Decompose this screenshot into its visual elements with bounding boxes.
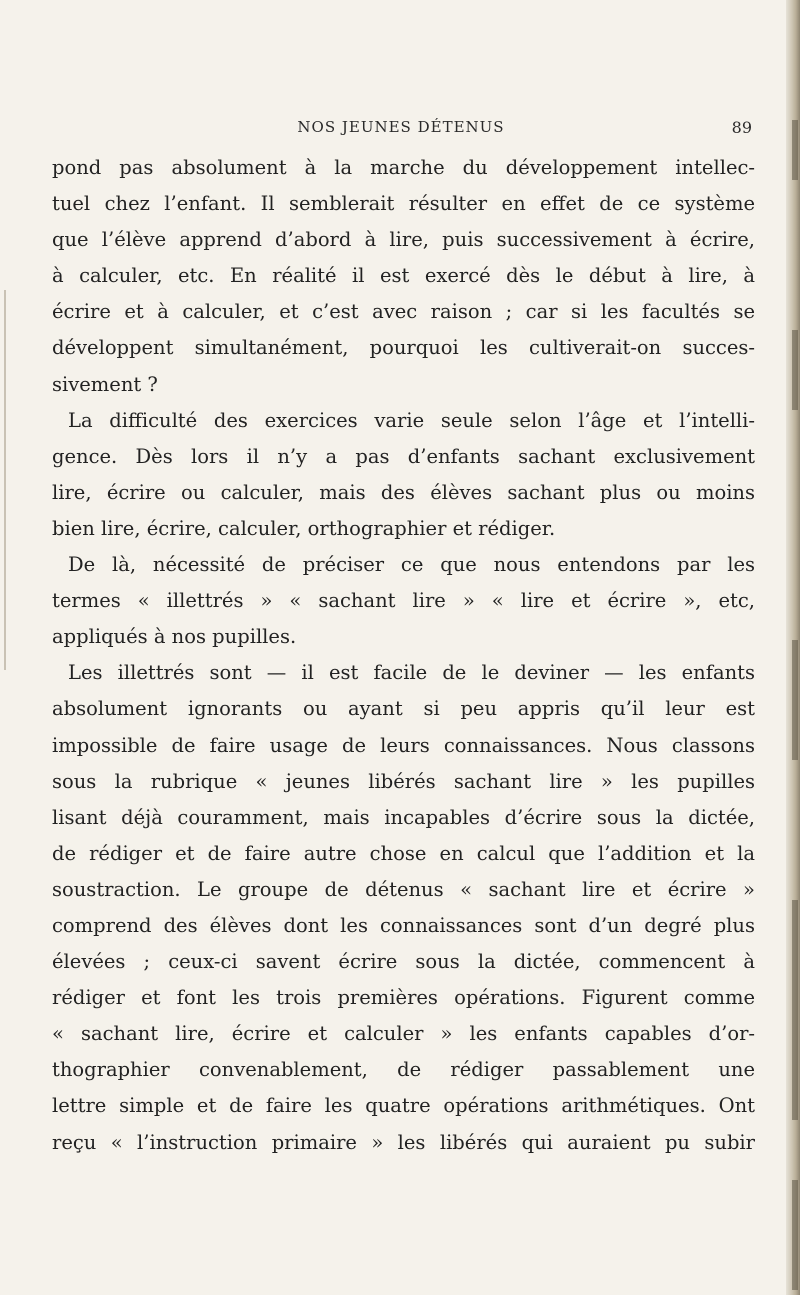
text-line: comprend des élèves dont les connaissances sont d’un degré plus [52,913,755,937]
edge-stain [792,1180,798,1290]
text-line: élevées ; ceux-ci savent écrire sous la dictée, commencent à [52,950,755,974]
edge-stain [792,640,798,760]
page-number: 89 [731,118,752,137]
text-line: termes « illettrés » « sachant lire » « lire et écrire », etc, [52,589,755,613]
text-line: soustraction. Le groupe de détenus « sachant lire et écrire » [52,877,755,901]
text-line: lisant déjà couramment, mais incapables d’écrire sous la dictée, [52,805,755,829]
paragraph-end-line: sivement ? [52,372,158,396]
text-line: à calculer, etc. En réalité il est exercé dès le début à lire, à [52,264,755,288]
book-edge [786,0,800,1295]
text-line: reçu « l’instruction primaire » les libérés qui auraient pu subir [52,1130,755,1154]
text-line: de rédiger et de faire autre chose en calcul que l’addition et la [52,841,755,865]
edge-stain [792,120,798,180]
paragraph-start-line: La difficulté des exercices varie seule selon l’âge et l’intelli- [68,408,755,432]
edge-stain [792,330,798,410]
text-line: impossible de faire usage de leurs connaissances. Nous classons [52,733,755,757]
paragraph-start-line: Les illettrés sont — il est facile de le deviner — les enfants [68,661,755,685]
paragraph-end-line: appliqués à nos pupilles. [52,625,297,649]
text-line: pond pas absolument à la marche du développement intellec- [52,156,755,179]
text-line: sous la rubrique « jeunes libérés sachant lire » les pupilles [52,769,755,793]
edge-stain [792,900,798,1120]
text-line: rédiger et font les trois premières opérations. Figurent comme [52,986,755,1010]
running-head [50,118,752,142]
text-line: écrire et à calculer, et c’est avec raison ; car si les facultés se [52,300,755,324]
page-fold-shadow [4,290,6,670]
text-line: que l’élève apprend d’abord à lire, puis successivement à écrire, [52,228,755,252]
text-line: thographier convenablement, de rédiger passablement une [52,1058,755,1082]
running-head-title: NOS JEUNES DÉTENUS [297,118,505,136]
text-line: lire, écrire ou calculer, mais des élèves sachant plus ou moins [52,480,755,504]
text-line: absolument ignorants ou ayant si peu appris qu’il leur est [52,697,755,721]
body-text [52,150,755,1161]
text-line: gence. Dès lors il n’y a pas d’enfants sachant exclusivement [52,444,755,468]
text-line: lettre simple et de faire les quatre opérations arithmétiques. Ont [52,1094,755,1118]
text-line: tuel chez l’enfant. Il semblerait résulter en effet de ce système [52,192,755,216]
paragraph-end-line: bien lire, écrire, calculer, orthographier et rédiger. [52,516,556,540]
text-line: « sachant lire, écrire et calculer » les enfants capables d’or- [52,1022,755,1046]
paragraph-start-line: De là, nécessité de préciser ce que nous entendons par les [68,553,755,577]
text-line: développent simultanément, pourquoi les cultiverait-on succes- [52,336,755,360]
